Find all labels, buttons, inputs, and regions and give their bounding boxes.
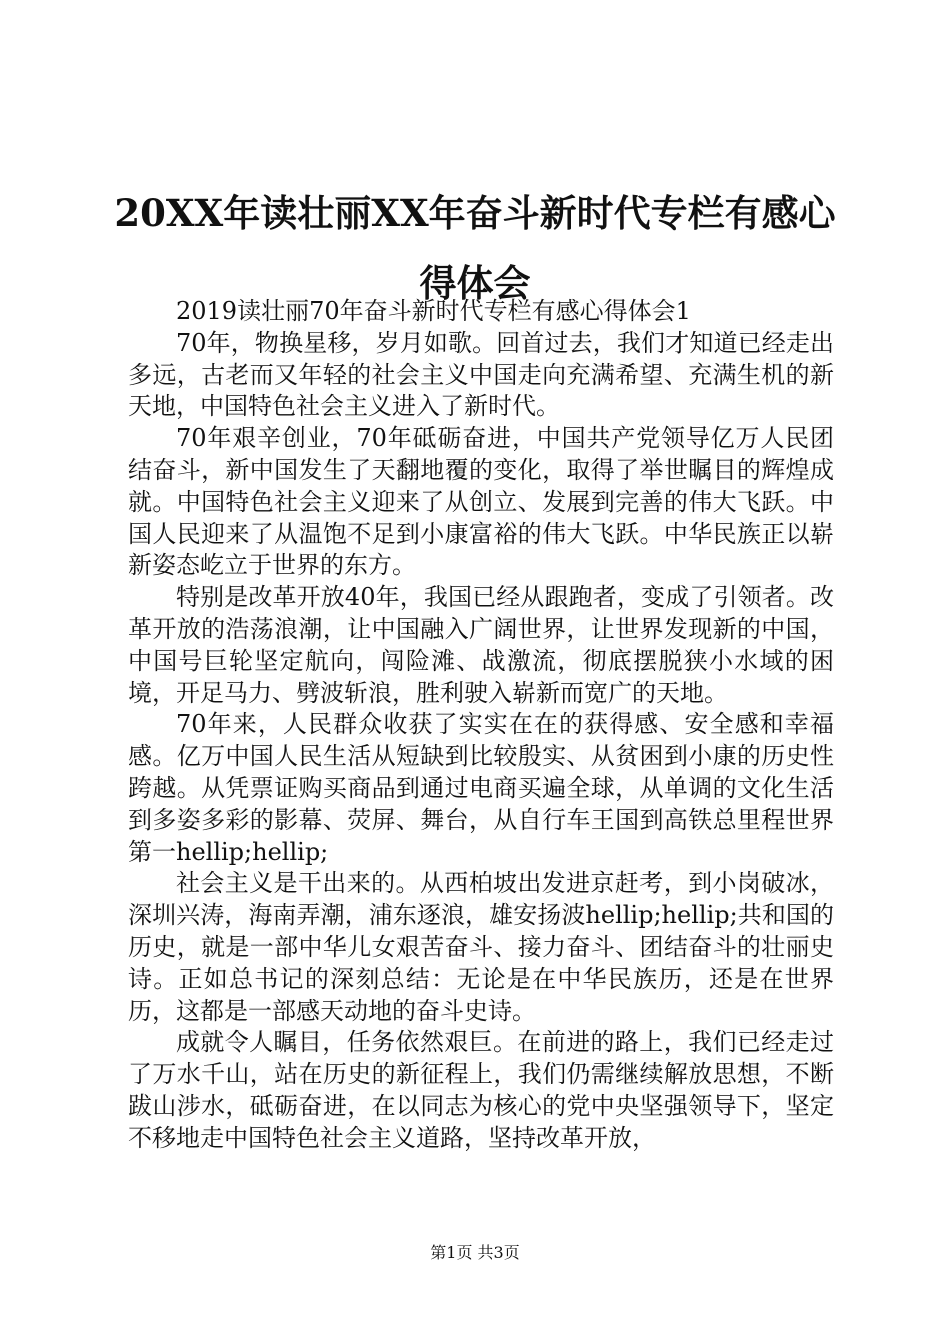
- paragraph: 70年，物换星移，岁月如歌。回首过去，我们才知道已经走出多远，古老而又年轻的社会主义中国走向充满希望、充满生机的新天地，中国特色社会主义进入了新时代。: [128, 328, 834, 421]
- document-body: [128, 296, 834, 1155]
- page-footer: 第1页 共3页: [430, 1243, 520, 1262]
- paragraph: 2019读壮丽70年奋斗新时代专栏有感心得体会1: [176, 297, 691, 325]
- document-title: 20XX年读壮丽XX年奋斗新时代专栏有感心得体会: [114, 191, 836, 305]
- paragraph: 70年来，人民群众收获了实实在在的获得感、安全感和幸福感。亿万中国人民生活从短缺到比较殷实、从贫困到小康的历史性跨越。从凭票证购买商品到通过电商买遍全球，从单调的文化生活到多姿多彩的影幕、荧屏、舞台，从自行车王国到高铁总里程世界第一hellip;hellip;: [128, 710, 834, 866]
- paragraph: 特别是改革开放40年，我国已经从跟跑者，变成了引领者。改革开放的浩荡浪潮，让中国融入广阔世界，让世界发现新的中国，中国号巨轮坚定航向，闯险滩、战激流，彻底摆脱狭小水域的困境，开足马力、劈波斩浪，胜利驶入崭新而宽广的天地。: [128, 583, 834, 707]
- paragraph: 社会主义是干出来的。从西柏坡出发进京赶考，到小岗破冰，深圳兴涛，海南弄潮，浦东逐浪，雄安扬波hellip;hellip;共和国的历史，就是一部中华儿女艰苦奋斗、接力奋斗、团结奋斗的壮丽史诗。正如总书记的深刻总结：无论是在中华民族历，还是在世界历，这都是一部感天动地的奋斗史诗。: [128, 869, 834, 1025]
- paragraph: 70年艰辛创业，70年砥砺奋进，中国共产党领导亿万人民团结奋斗，新中国发生了天翻地覆的变化，取得了举世瞩目的辉煌成就。中国特色社会主义迎来了从创立、发展到完善的伟大飞跃。中国人民迎来了从温饱不足到小康富裕的伟大飞跃。中华民族正以崭新姿态屹立于世界的东方。: [128, 424, 834, 580]
- paragraph: 成就令人瞩目，任务依然艰巨。在前进的路上，我们已经走过了万水千山，站在历史的新征程上，我们仍需继续解放思想，不断跋山涉水，砥砺奋进，在以同志为核心的党中央坚强领导下，坚定不移地走中国特色社会主义道路，坚持改革开放，: [128, 1028, 834, 1152]
